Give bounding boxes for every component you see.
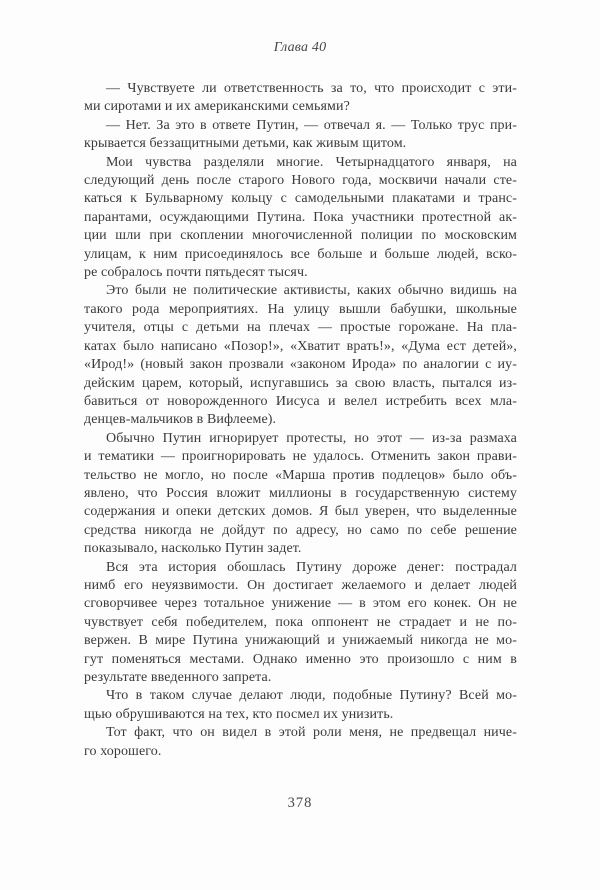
text-line: каться к Бульварному кольцу с самодельными плакатами и транс- — [84, 191, 517, 207]
text-line: крывается беззащитными детьми, как живым щитом. — [84, 136, 407, 152]
text-line: и тематики — проигнорировать не удалось. Отменить закон прави- — [84, 449, 517, 465]
text-line: нимб его неуязвимости. Он достигает желаемого и делает людей — [84, 577, 517, 593]
text-line: такого рода мероприятиях. На улицу вышли бабушки, школьные — [84, 301, 517, 317]
text-line: бавиться от новорожденного Иисуса и велел истребить всех мла- — [84, 393, 517, 409]
text-line: Обычно Путин игнорирует протесты, но этот — из-за размаха — [106, 430, 517, 446]
page-body — [84, 80, 517, 761]
text-line: Тот факт, что он видел в этой роли меня, не предвещал ниче- — [106, 725, 517, 741]
text-line: Вся эта история обошлась Путину дороже денег: пострадал — [106, 559, 517, 575]
text-line: катах было написано «Позор!», «Хватит врать!», «Дума ест детей», — [84, 338, 517, 354]
paragraph — [84, 559, 517, 688]
paragraph — [84, 724, 517, 761]
text-line: следующий день после старого Нового года, москвичи начали сте- — [84, 173, 517, 189]
text-line: ре собралось почти пятьдесят тысяч. — [84, 265, 308, 281]
text-line: вержен. В мире Путина унижающий и унижаемый никогда не мо- — [84, 633, 517, 649]
paragraph — [84, 80, 517, 117]
text-line: щью обрушиваются на тех, кто посмел их унизить. — [84, 706, 394, 722]
text-line: Это были не политические активисты, каких обычно видишь на — [106, 283, 517, 299]
chapter-header: Глава 40 — [273, 40, 327, 55]
paragraph — [84, 687, 517, 724]
paragraph — [84, 430, 517, 559]
text-line: тельство не могло, но после «Марша против подлецов» было объ- — [84, 467, 517, 483]
paragraph — [84, 154, 517, 283]
paragraph — [84, 117, 517, 154]
text-line: Мои чувства разделяли многие. Четырнадцатого января, на — [106, 154, 517, 170]
text-line: содержания и опеки детских домов. Я был уверен, что выделенные — [84, 504, 517, 520]
text-line: «Ирод!» (новый закон прозвали «законом Ирода» по аналогии с иу- — [84, 357, 517, 373]
text-line: дейским царем, который, испугавшись за свою власть, пытался из- — [84, 375, 517, 391]
page-number: 378 — [287, 795, 313, 811]
text-line: парантами, осуждающими Путина. Пока участники протестной ак- — [84, 209, 517, 225]
text-line: средства никогда не дойдут по адресу, но само по себе решение — [84, 522, 517, 538]
text-line: гут поменяться местами. Однако именно это произошло с ним в — [84, 651, 517, 667]
text-line: чувствует себя победителем, пока оппонент не страдает и не по- — [84, 614, 517, 630]
text-line: — Нет. За это в ответе Путин, — отвечал я. — Только трус при- — [106, 117, 517, 133]
text-line: показывало, насколько Путин задет. — [84, 541, 302, 557]
text-line: учителя, отцы с детьми на плечах — простые горожане. На пла- — [84, 320, 517, 336]
text-line: улицам, к ним присоединялось все больше и больше людей, вско- — [84, 246, 517, 262]
text-line: явлено, что Россия вложит миллионы в государственную систему — [84, 485, 517, 501]
text-line: ми сиротами и их американскими семьями? — [84, 99, 350, 115]
text-line: сговорчивее через тотальное унижение — в этом его конек. Он не — [84, 596, 517, 612]
text-line: го хорошего. — [84, 743, 162, 759]
text-line: ции шли при скоплении многочисленной полиции по московским — [84, 228, 517, 244]
text-line: денцев-мальчиков в Вифлееме). — [84, 412, 277, 428]
text-line: результате введенного запрета. — [84, 670, 272, 685]
text-line: — Чувствуете ли ответственность за то, что происходит с эти- — [106, 81, 517, 96]
text-line: Что в таком случае делают люди, подобные Путину? Всей мо- — [106, 688, 517, 704]
paragraph — [84, 282, 517, 429]
